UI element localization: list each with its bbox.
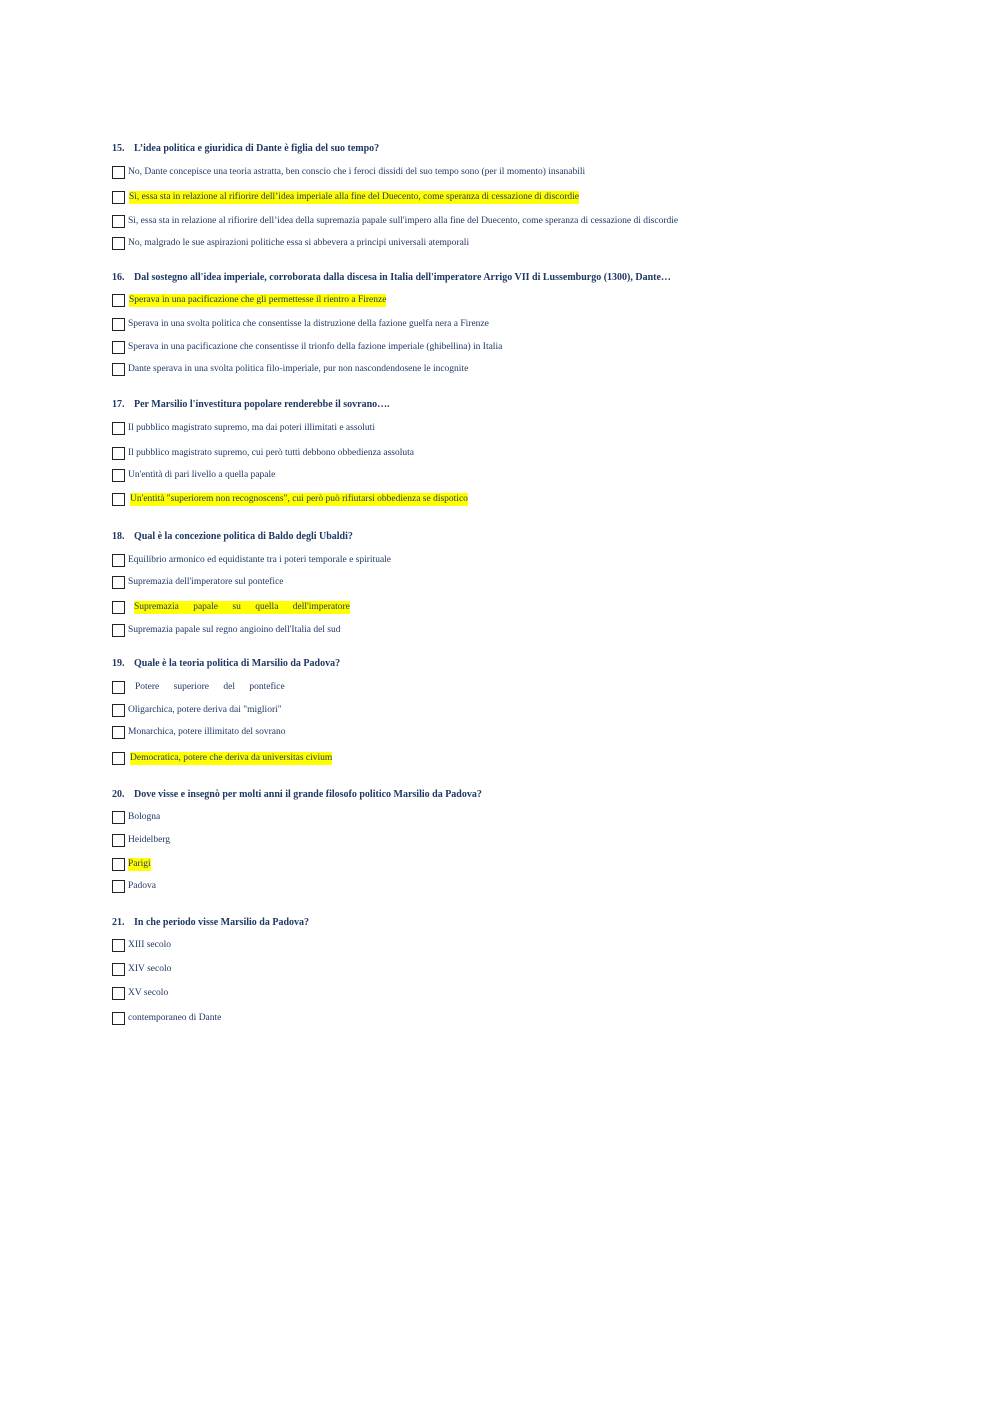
answer-checkbox[interactable]	[112, 601, 125, 614]
question-number: 17.	[112, 399, 125, 410]
answer-checkbox[interactable]	[112, 166, 125, 179]
answer-text: Sì, essa sta in relazione al rifiorire dell’idea della supremazia papale sull'impero alla fine del Duecento, come speranza di cessazione di discordie	[128, 216, 679, 226]
answer-text: Padova	[128, 881, 156, 891]
question-text: In che periodo visse Marsilio da Padova?	[134, 917, 310, 928]
answer-checkbox[interactable]	[112, 469, 125, 482]
answer-checkbox[interactable]	[112, 834, 125, 847]
answer-text: Monarchica, potere illimitato del sovrano	[128, 727, 286, 737]
answer-checkbox[interactable]	[112, 752, 125, 765]
answer-text-highlighted: Sperava in una pacificazione che gli permettesse il rientro a Firenze	[129, 295, 387, 305]
question-text: Dal sostegno all'idea imperiale, corroborata dalla discesa in Italia dell'imperatore Arrigo VII di Lussemburgo (1300), Dante…	[134, 272, 671, 283]
question-title	[112, 789, 482, 801]
answer-checkbox[interactable]	[112, 294, 125, 307]
answer-checkbox[interactable]	[112, 191, 125, 204]
question-text: Per Marsilio l'investitura popolare renderebbe il sovrano….	[134, 399, 390, 410]
answer-checkbox[interactable]	[112, 341, 125, 354]
question-title	[112, 658, 340, 670]
answer-checkbox[interactable]	[112, 726, 125, 739]
answer-text: XIII secolo	[128, 940, 171, 950]
answer-checkbox[interactable]	[112, 880, 125, 893]
question-text: Quale è la teoria politica di Marsilio da Padova?	[134, 658, 341, 669]
answer-text-highlighted: Supremazia papale su quella dell'imperatore	[134, 602, 350, 612]
question-title	[112, 399, 390, 411]
answer-text: XIV secolo	[128, 964, 172, 974]
question-number: 21.	[112, 917, 125, 928]
answer-checkbox[interactable]	[112, 1012, 125, 1025]
answer-text: XV secolo	[128, 988, 169, 998]
question-text: L’idea politica e giuridica di Dante è figlia del suo tempo?	[134, 143, 380, 154]
answer-checkbox[interactable]	[112, 554, 125, 567]
answer-text: Bologna	[128, 812, 161, 822]
question-number: 15.	[112, 143, 125, 154]
answer-checkbox[interactable]	[112, 963, 125, 976]
question-number: 18.	[112, 531, 125, 542]
answer-text: Heidelberg	[128, 835, 171, 845]
answer-checkbox[interactable]	[112, 939, 125, 952]
question-text: Qual è la concezione politica di Baldo degli Ubaldi?	[134, 531, 353, 542]
answer-text: Oligarchica, potere deriva dai "migliori"	[128, 705, 282, 715]
answer-checkbox[interactable]	[112, 493, 125, 506]
answer-checkbox[interactable]	[112, 215, 125, 228]
answer-text: contemporaneo di Dante	[128, 1013, 222, 1023]
answer-text-highlighted: Sì, essa sta in relazione al rifiorire dell’idea imperiale alla fine del Duecento, come speranza di cessazione di discordie	[129, 192, 580, 202]
answer-text-highlighted: Parigi	[128, 859, 151, 869]
answer-text: Supremazia papale sul regno angioino dell'Italia del sud	[128, 625, 341, 635]
answer-checkbox[interactable]	[112, 987, 125, 1000]
answer-text: Sperava in una svolta politica che consentisse la distruzione della fazione guelfa nera a Firenze	[128, 319, 489, 329]
answer-checkbox[interactable]	[112, 318, 125, 331]
answer-text: Il pubblico magistrato supremo, cui però tutti debbono obbedienza assoluta	[128, 448, 414, 458]
answer-text: Equilibrio armonico ed equidistante tra i poteri temporale e spirituale	[128, 555, 392, 565]
answer-checkbox[interactable]	[112, 237, 125, 250]
answer-text: Un'entità di pari livello a quella papale	[128, 470, 276, 480]
answer-checkbox[interactable]	[112, 811, 125, 824]
answer-text-highlighted: Un'entità "superiorem non recognoscens", cui però può rifiutarsi obbedienza se dispotico	[130, 494, 468, 504]
question-title	[112, 531, 353, 543]
answer-text: No, malgrado le sue aspirazioni politiche essa si abbevera a principi universali atemporali	[128, 238, 470, 248]
question-number: 19.	[112, 658, 125, 669]
question-text: Dove visse e insegnò per molti anni il grande filosofo politico Marsilio da Padova?	[134, 789, 482, 800]
answer-text: Sperava in una pacificazione che consentisse il trionfo della fazione imperiale (ghibellina) in Italia	[128, 342, 503, 352]
answer-checkbox[interactable]	[112, 422, 125, 435]
answer-checkbox[interactable]	[112, 858, 125, 871]
answer-text-highlighted: Democratica, potere che deriva da universitas civium	[130, 753, 333, 763]
answer-text: Dante sperava in una svolta politica filo-imperiale, pur non nascondendosene le incognite	[128, 364, 469, 374]
question-number: 20.	[112, 789, 125, 800]
answer-text: No, Dante concepisce una teoria astratta, ben conscio che i feroci dissidi del suo tempo sono (per il momento) insanabili	[128, 167, 586, 177]
answer-text: Potere superiore del pontefice	[135, 682, 285, 692]
question-number: 16.	[112, 272, 125, 283]
answer-checkbox[interactable]	[112, 704, 125, 717]
answer-checkbox[interactable]	[112, 681, 125, 694]
answer-checkbox[interactable]	[112, 576, 125, 589]
answer-checkbox[interactable]	[112, 624, 125, 637]
answer-checkbox[interactable]	[112, 363, 125, 376]
question-title	[112, 917, 309, 929]
answer-checkbox[interactable]	[112, 447, 125, 460]
answer-text: Supremazia dell'imperatore sul pontefice	[128, 577, 284, 587]
question-title	[112, 143, 379, 155]
answer-text: Il pubblico magistrato supremo, ma dai poteri illimitati e assoluti	[128, 423, 375, 433]
question-title	[112, 272, 671, 284]
